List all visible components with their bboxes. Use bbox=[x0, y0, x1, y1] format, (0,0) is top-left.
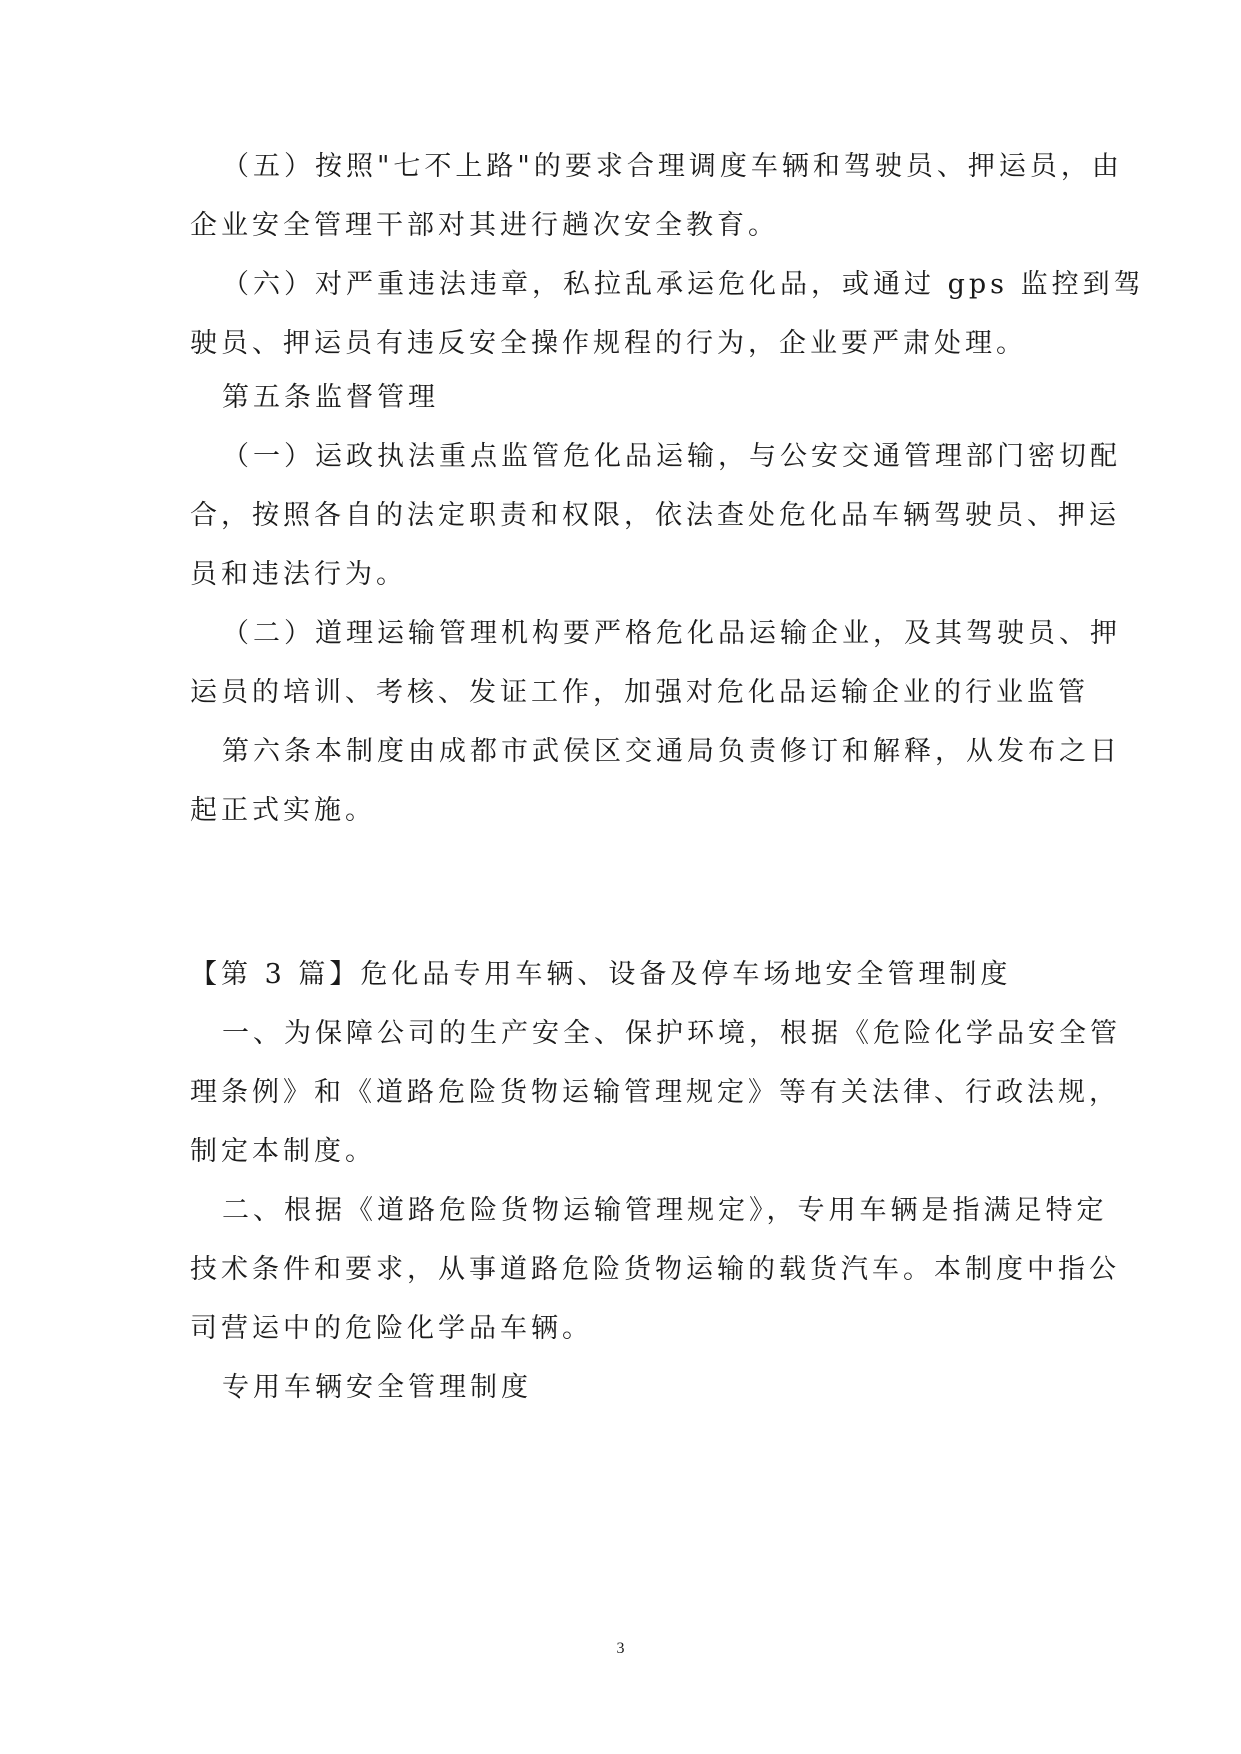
page-number: 3 bbox=[616, 1640, 625, 1657]
clause-3-heading: 专用车辆安全管理制度 bbox=[222, 1372, 532, 1403]
clause-1-line-1: 一、为保障公司的生产安全、保护环境，根据《危险化学品安全管 bbox=[222, 1018, 1121, 1049]
supervision-2-line-2: 运员的培训、考核、发证工作，加强对危化品运输企业的行业监管 bbox=[190, 677, 1089, 708]
article-5-heading: 第五条监督管理 bbox=[222, 382, 439, 413]
paragraph-6-line-1: （六）对严重违法违章，私拉乱承运危化品，或通过 gps 监控到驾 bbox=[222, 269, 1145, 300]
supervision-1-line-1: （一）运政执法重点监管危化品运输，与公安交通管理部门密切配 bbox=[222, 441, 1121, 472]
clause-1-line-2: 理条例》和《道路危险货物运输管理规定》等有关法律、行政法规， bbox=[190, 1077, 1120, 1108]
supervision-1-line-3: 员和违法行为。 bbox=[190, 559, 407, 590]
clause-2-line-3: 司营运中的危险化学品车辆。 bbox=[190, 1313, 593, 1344]
paragraph-5-line-1: （五）按照"七不上路"的要求合理调度车辆和驾驶员、押运员，由 bbox=[222, 151, 1123, 182]
article-6-line-1: 第六条本制度由成都市武侯区交通局负责修订和解释，从发布之日 bbox=[222, 736, 1121, 767]
clause-1-line-3: 制定本制度。 bbox=[190, 1136, 376, 1167]
article-6-line-2: 起正式实施。 bbox=[190, 795, 376, 826]
paragraph-6-line-2: 驶员、押运员有违反安全操作规程的行为，企业要严肃处理。 bbox=[190, 328, 1027, 359]
paragraph-5-line-2: 企业安全管理干部对其进行趟次安全教育。 bbox=[190, 210, 779, 241]
clause-2-line-2: 技术条件和要求，从事道路危险货物运输的载货汽车。本制度中指公 bbox=[190, 1254, 1120, 1285]
supervision-2-line-1: （二）道理运输管理机构要严格危化品运输企业，及其驾驶员、押 bbox=[222, 618, 1121, 649]
clause-2-line-1: 二、根据《道路危险货物运输管理规定》，专用车辆是指满足特定 bbox=[222, 1195, 1108, 1226]
section-3-title: 【第 3 篇】危化品专用车辆、设备及停车场地安全管理制度 bbox=[190, 959, 1012, 990]
supervision-1-line-2: 合，按照各自的法定职责和权限，依法查处危化品车辆驾驶员、押运 bbox=[190, 500, 1120, 531]
